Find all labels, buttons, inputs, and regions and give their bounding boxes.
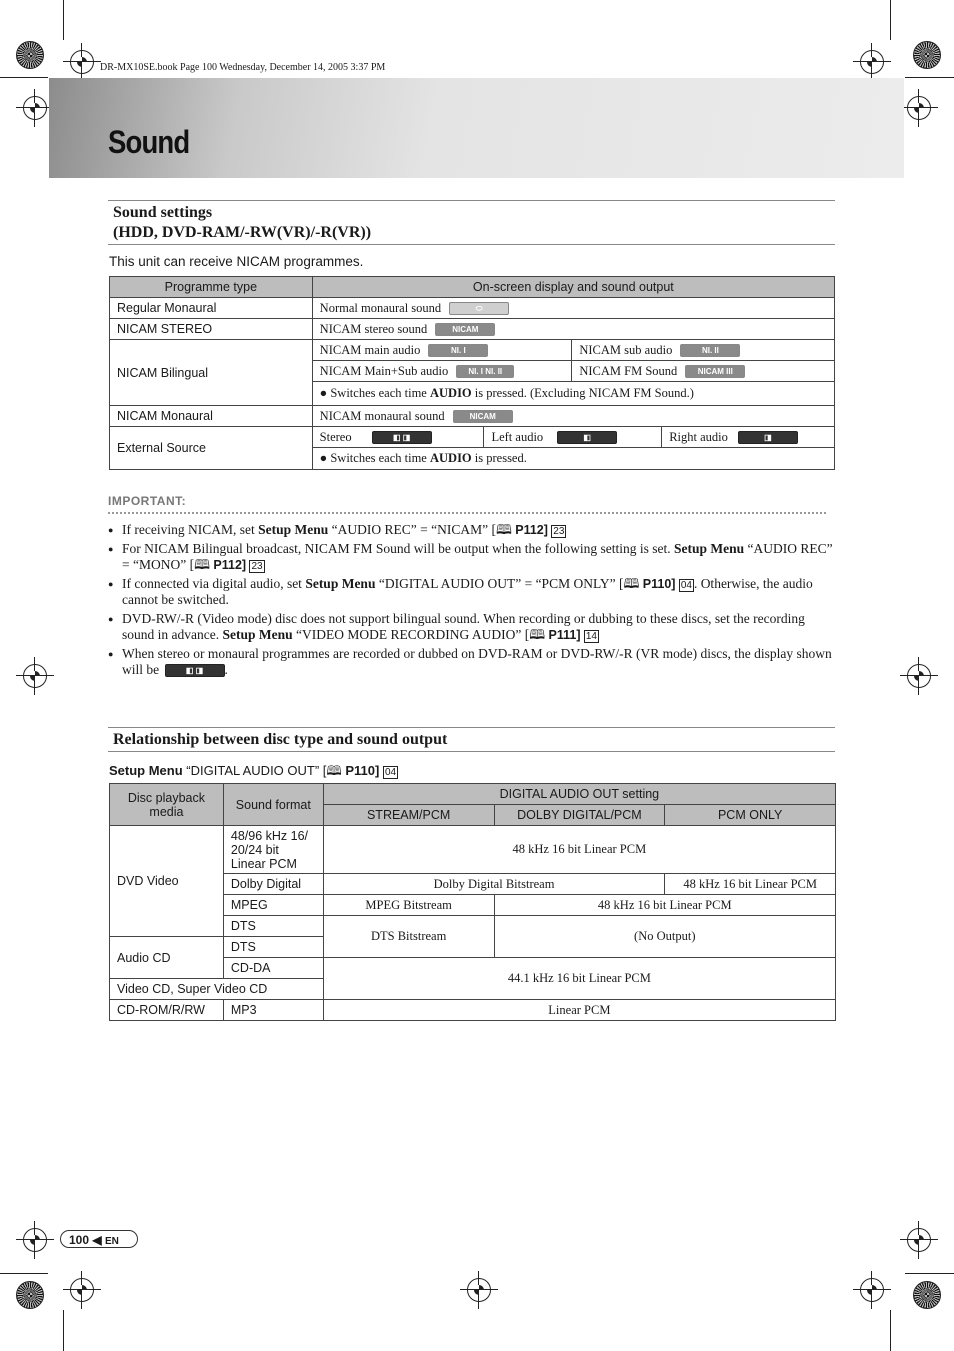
header-format: Sound format bbox=[223, 784, 323, 826]
crosshair-mark bbox=[23, 1228, 47, 1252]
note-text: When stereo or monaural programmes are recorded or dubbed on DVD-RAM or DVD-RW/-R (VR mode) discs, the display shown will be bbox=[122, 646, 832, 677]
header-setting: DIGITAL AUDIO OUT setting bbox=[323, 784, 835, 805]
output-cell bbox=[312, 361, 572, 382]
crosshair-mark bbox=[467, 1278, 491, 1302]
section-heading-sound-settings bbox=[108, 200, 835, 245]
important-label: IMPORTANT: bbox=[108, 494, 187, 508]
format-cell: DTS bbox=[223, 937, 323, 958]
crosshair-mark bbox=[23, 96, 47, 120]
note-text: If receiving NICAM, set bbox=[122, 522, 259, 537]
output-text: Right audio bbox=[669, 429, 728, 444]
book-icon: 🕮 bbox=[623, 576, 643, 591]
output-text: NICAM main audio bbox=[319, 342, 421, 357]
note-text: is pressed. bbox=[471, 451, 527, 465]
intro-text: This unit can receive NICAM programmes. bbox=[109, 254, 364, 269]
setup-menu-label: Setup Menu bbox=[258, 522, 329, 537]
media-cell: CD-ROM/R/RW bbox=[110, 1000, 224, 1021]
page-ref: P112] bbox=[515, 523, 548, 537]
note-text: Switches each time bbox=[330, 451, 430, 465]
output-text: Normal monaural sound bbox=[319, 300, 442, 315]
crop-line bbox=[0, 1273, 48, 1274]
print-registration-sunburst bbox=[16, 41, 44, 69]
audio-key-label: AUDIO bbox=[429, 386, 472, 400]
row-label: NICAM STEREO bbox=[110, 319, 313, 340]
crosshair-mark bbox=[907, 664, 931, 688]
output-text: NICAM Main+Sub audio bbox=[319, 363, 449, 378]
print-registration-sunburst bbox=[913, 41, 941, 69]
output-cell bbox=[572, 361, 835, 382]
output-text: NICAM stereo sound bbox=[319, 321, 428, 336]
stereo-display-icon: ◧ ◨ bbox=[372, 431, 432, 444]
media-cell: Audio CD bbox=[110, 937, 224, 979]
note-text: . bbox=[224, 662, 228, 677]
crop-line bbox=[0, 77, 48, 78]
step-ref-box: 14 bbox=[585, 631, 597, 642]
setup-text: “DIGITAL AUDIO OUT” [ bbox=[182, 763, 327, 778]
header-stream-pcm: STREAM/PCM bbox=[323, 805, 494, 826]
section-title-line2: (HDD, DVD-RAM/-RW(VR)/-R(VR)) bbox=[113, 224, 372, 241]
stereo-display-icon: ◧ ◨ bbox=[165, 664, 225, 677]
book-info-line: DR-MX10SE.book Page 100 Wednesday, December 14, 2005 3:37 PM bbox=[100, 62, 386, 73]
output-cell: Linear PCM bbox=[323, 1000, 835, 1021]
output-cell: Dolby Digital Bitstream bbox=[323, 874, 665, 895]
crosshair-mark bbox=[860, 50, 884, 74]
row-label: External Source bbox=[110, 427, 313, 470]
output-cell: MPEG Bitstream bbox=[323, 895, 494, 916]
output-cell bbox=[312, 319, 834, 340]
page-number-badge bbox=[60, 1230, 138, 1248]
note-text: “DIGITAL AUDIO OUT” = “PCM ONLY” [ bbox=[375, 576, 624, 591]
output-text: NICAM sub audio bbox=[579, 342, 673, 357]
output-cell bbox=[312, 406, 834, 427]
book-icon: 🕮 bbox=[529, 627, 549, 642]
nicam-fm-display-icon: NICAM III bbox=[685, 365, 745, 378]
setup-menu-label: Setup Menu bbox=[222, 627, 293, 642]
output-text: NICAM FM Sound bbox=[579, 363, 678, 378]
list-item bbox=[108, 522, 836, 538]
page-number: 100 bbox=[69, 1233, 90, 1247]
output-cell bbox=[312, 427, 484, 448]
output-cell: 44.1 kHz 16 bit Linear PCM bbox=[323, 958, 835, 1000]
crop-line bbox=[63, 1310, 64, 1351]
crop-line bbox=[890, 0, 891, 40]
output-text: Left audio bbox=[491, 429, 544, 444]
header-dolby-pcm: DOLBY DIGITAL/PCM bbox=[494, 805, 665, 826]
setup-menu-label: Setup Menu bbox=[305, 576, 376, 591]
format-cell: CD-DA bbox=[223, 958, 323, 979]
row-label: Regular Monaural bbox=[110, 298, 313, 319]
step-ref-box: 04 bbox=[680, 580, 692, 591]
display-text: NI. I bbox=[468, 367, 484, 377]
nicam-table bbox=[109, 276, 835, 470]
list-item bbox=[108, 576, 836, 608]
note-text: DVD-RW/-R (Video mode) disc does not support bilingual sound. When recording or dubbing to these discs, set the recording sound in advance. bbox=[122, 611, 805, 642]
section-heading-relationship bbox=[108, 727, 835, 752]
output-cell: 48 kHz 16 bit Linear PCM bbox=[494, 895, 835, 916]
note-text: For NICAM Bilingual broadcast, NICAM FM Sound will be output when the following setting is set. bbox=[122, 541, 674, 556]
nicam-mono-display-icon: NICAM bbox=[453, 410, 513, 423]
page-ref: P112] bbox=[213, 558, 247, 572]
display-text: NI. II bbox=[485, 367, 503, 377]
list-item bbox=[108, 611, 836, 643]
format-cell: DTS bbox=[223, 916, 323, 937]
header-media: Disc playback media bbox=[110, 784, 224, 826]
row-label: NICAM Bilingual bbox=[110, 340, 313, 406]
crop-line bbox=[905, 77, 954, 78]
page-ref: P111] bbox=[548, 628, 581, 642]
crop-line bbox=[905, 1273, 954, 1274]
mono-display-icon: ⬭ bbox=[449, 302, 509, 315]
step-ref-box: 04 bbox=[384, 767, 397, 778]
page-title: Sound bbox=[108, 124, 190, 160]
format-cell: MP3 bbox=[223, 1000, 323, 1021]
nicam-sub-display-icon: NI. II bbox=[680, 344, 740, 357]
step-ref-box: 23 bbox=[251, 561, 263, 572]
section-title: Relationship between disc type and sound output bbox=[113, 731, 448, 748]
setup-menu-line bbox=[109, 762, 398, 784]
language-label: EN bbox=[104, 1236, 119, 1247]
crop-line bbox=[63, 0, 64, 40]
note-text: is pressed. (Excluding NICAM FM Sound.) bbox=[471, 386, 694, 400]
crop-line bbox=[890, 1310, 891, 1351]
print-registration-sunburst bbox=[913, 1281, 941, 1309]
step-ref-box: 23 bbox=[553, 526, 565, 537]
media-cell: DVD Video bbox=[110, 826, 224, 937]
note-cell: ● Switches each time AUDIO is pressed. (Excluding NICAM FM Sound.) bbox=[312, 382, 834, 406]
output-cell: DTS Bitstream bbox=[323, 916, 494, 958]
crosshair-mark bbox=[70, 1278, 94, 1302]
nicam-stereo-display-icon: NICAM bbox=[435, 323, 495, 336]
format-cell: MPEG bbox=[223, 895, 323, 916]
output-cell: (No Output) bbox=[494, 916, 835, 958]
section-title-line1: Sound settings bbox=[113, 204, 213, 221]
note-text: “VIDEO MODE RECORDING AUDIO” [ bbox=[292, 627, 530, 642]
left-audio-display-icon: ◧ bbox=[557, 431, 617, 444]
list-item bbox=[108, 646, 836, 678]
setup-menu-label: Setup Menu bbox=[109, 763, 183, 778]
format-cell: 48/96 kHz 16/ 20/24 bit Linear PCM bbox=[223, 826, 323, 874]
note-text: Switches each time bbox=[330, 386, 430, 400]
crosshair-mark bbox=[70, 50, 94, 74]
setup-menu-label: Setup Menu bbox=[673, 541, 745, 556]
output-cell bbox=[662, 427, 835, 448]
crosshair-mark bbox=[860, 1278, 884, 1302]
book-icon: 🕮 bbox=[326, 763, 346, 778]
note-cell: ● Switches each time AUDIO is pressed. bbox=[312, 448, 834, 470]
note-text: “AUDIO REC” = “MONO” [ bbox=[122, 541, 833, 572]
media-cell: Video CD, Super Video CD bbox=[110, 979, 324, 1000]
note-text: . Otherwise, the audio cannot be switched. bbox=[122, 576, 813, 607]
format-cell: Dolby Digital bbox=[223, 874, 323, 895]
crosshair-mark bbox=[23, 664, 47, 688]
note-text: “AUDIO REC” = “NICAM” [ bbox=[328, 522, 496, 537]
header-display: On-screen display and sound output bbox=[312, 277, 834, 298]
note-text: If connected via digital audio, set bbox=[122, 576, 306, 591]
output-cell: 48 kHz 16 bit Linear PCM bbox=[665, 874, 836, 895]
dotted-divider bbox=[108, 512, 826, 514]
disc-output-table bbox=[109, 783, 836, 1021]
output-cell bbox=[484, 427, 662, 448]
row-label: NICAM Monaural bbox=[110, 406, 313, 427]
output-cell: 48 kHz 16 bit Linear PCM bbox=[323, 826, 835, 874]
page-ref: P110] bbox=[345, 763, 380, 778]
output-text: NICAM monaural sound bbox=[319, 408, 445, 423]
crosshair-mark bbox=[907, 1228, 931, 1252]
list-item bbox=[108, 541, 836, 573]
output-text: Stereo bbox=[319, 429, 352, 444]
book-icon: 🕮 bbox=[495, 522, 516, 537]
audio-key-label: AUDIO bbox=[429, 451, 472, 465]
print-registration-sunburst bbox=[16, 1281, 44, 1309]
header-programme-type: Programme type bbox=[110, 277, 313, 298]
header-pcm-only: PCM ONLY bbox=[665, 805, 836, 826]
right-audio-display-icon: ◨ bbox=[738, 431, 798, 444]
crosshair-mark bbox=[907, 96, 931, 120]
output-cell bbox=[572, 340, 835, 361]
output-cell bbox=[312, 298, 834, 319]
nicam-main-display-icon: NI. I bbox=[428, 344, 488, 357]
output-cell bbox=[312, 340, 572, 361]
important-notes bbox=[108, 522, 836, 681]
arrow-left-icon: ◀ bbox=[92, 1233, 102, 1247]
nicam-main-sub-display-icon bbox=[456, 365, 514, 378]
book-icon: 🕮 bbox=[194, 557, 214, 572]
page-ref: P110] bbox=[642, 577, 676, 591]
